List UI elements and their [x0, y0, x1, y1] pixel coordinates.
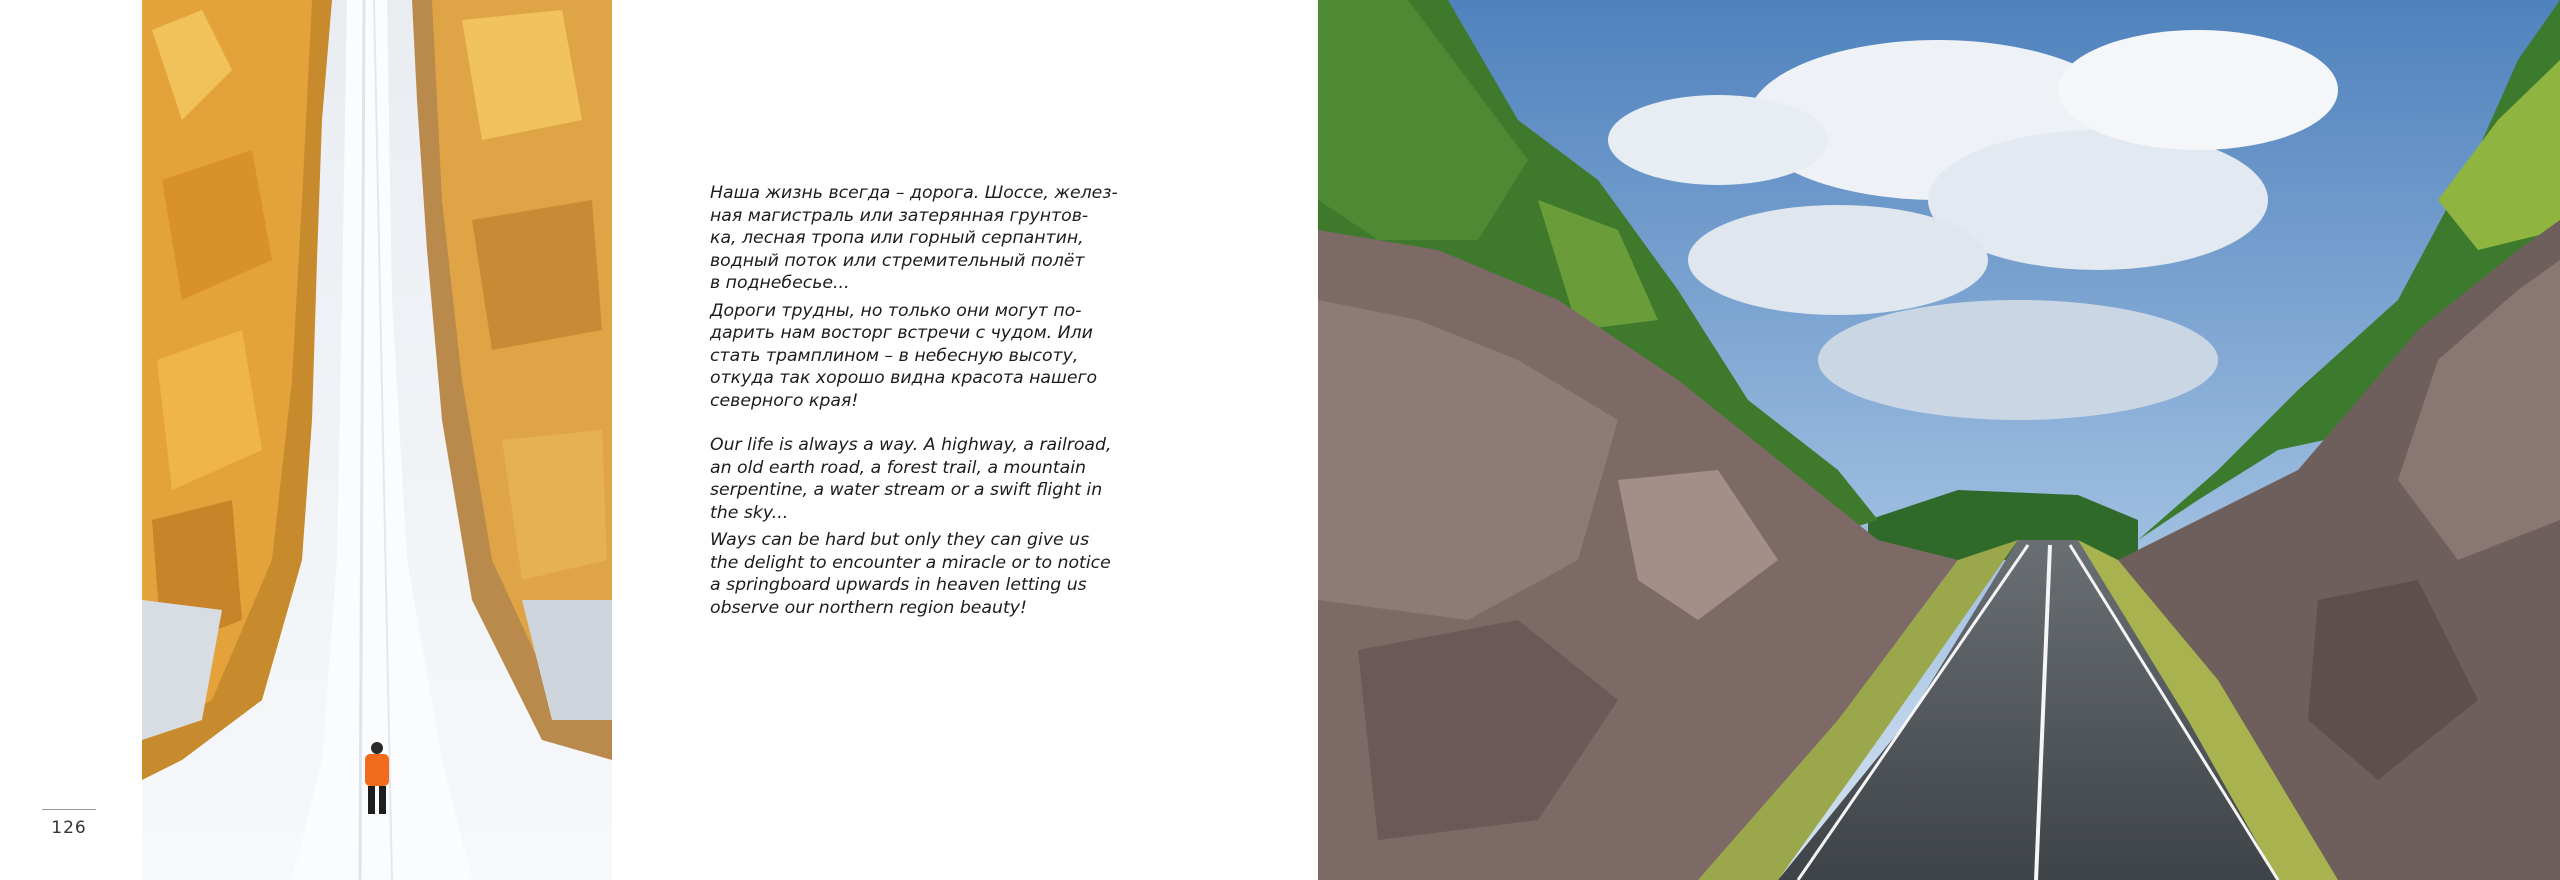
winter-road-illustration [142, 0, 612, 880]
english-paragraph-2: Ways can be hard but only they can give us the delight to encounter a miracle or to notice a springboard upwards in heaven letting us observe our northern region beauty! [710, 530, 1111, 618]
winter-road-photo [142, 0, 612, 880]
russian-paragraph-2: Дороги трудны, но только они могут по- дарить нам восторг встречи с чудом. Или стать трамплином – в небесную высоту, откуда так хорошо видна красота нашего северного края! [710, 300, 1098, 411]
english-paragraph-1: Our life is always a way. A highway, a railroad, an old earth road, a forest trail, a mountain serpentine, a water stream or a swift flight in the sky... [710, 435, 1112, 523]
russian-paragraph-1: Наша жизнь всегда – дорога. Шоссе, желез- ная магистраль или затерянная грунтов- ка, лесная тропа или горный серпантин, водный поток или стремительный полёт в поднебесье... [710, 183, 1118, 293]
text-column [710, 182, 1130, 619]
page-number-rule [42, 809, 96, 810]
page-number: 126 [51, 818, 87, 838]
highway-illustration [1318, 0, 2560, 880]
highway-photo [1318, 0, 2560, 880]
